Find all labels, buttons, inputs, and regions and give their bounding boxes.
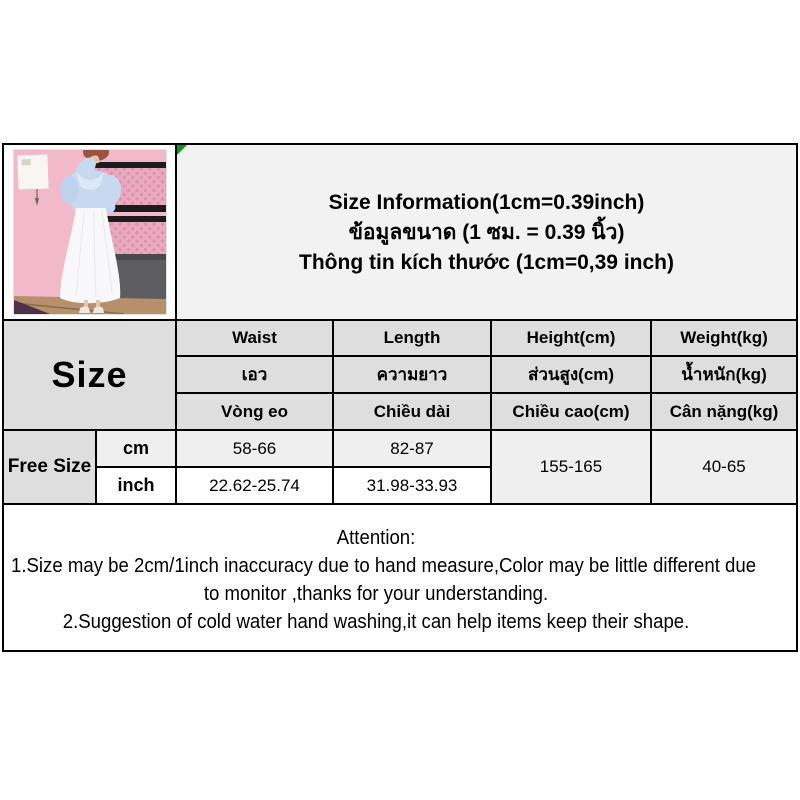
unit-cm-cell: cm bbox=[96, 430, 176, 467]
title-thai: ข้อมูลขนาด (1 ซม. = 0.39 นิ้ว) bbox=[348, 220, 625, 244]
header-length-vi: Chiều dài bbox=[333, 393, 491, 430]
free-size-label-cell: Free Size bbox=[3, 430, 96, 504]
title-english: Size Information(1cm=0.39inch) bbox=[328, 190, 645, 214]
waist-cm-value: 58-66 bbox=[176, 430, 333, 467]
header-height-th: ส่วนสูง(cm) bbox=[491, 356, 651, 393]
length-inch-value: 31.98-33.93 bbox=[333, 467, 491, 504]
product-photo bbox=[4, 149, 175, 315]
size-info-title-cell bbox=[176, 144, 797, 320]
waist-inch-value: 22.62-25.74 bbox=[176, 467, 333, 504]
unit-inch-cell: inch bbox=[96, 467, 176, 504]
attention-line-3: 2.Suggestion of cold water hand washing,it can help items keep their shape. bbox=[62, 610, 690, 633]
model-photo-illustration bbox=[13, 149, 167, 315]
header-waist-th: เอว bbox=[176, 356, 333, 393]
height-value: 155-165 bbox=[491, 430, 651, 504]
header-length-en: Length bbox=[333, 320, 491, 356]
size-table bbox=[2, 143, 798, 652]
title-vietnamese: Thông tin kích thước (1cm=0,39 inch) bbox=[299, 250, 674, 274]
attention-line-2: to monitor ,thanks for your understanding. bbox=[203, 582, 549, 605]
attention-line-1: 1.Size may be 2cm/1inch inaccuracy due to hand measure,Color may be little different due bbox=[11, 554, 757, 577]
attention-line-heading: Attention: bbox=[336, 526, 416, 549]
header-row-english bbox=[3, 320, 797, 356]
header-weight-en: Weight(kg) bbox=[651, 320, 797, 356]
header-weight-th: น้ำหนัก(kg) bbox=[651, 356, 797, 393]
header-weight-vi: Cân nặng(kg) bbox=[651, 393, 797, 430]
attention-row bbox=[3, 504, 797, 651]
header-waist-en: Waist bbox=[176, 320, 333, 356]
length-cm-value: 82-87 bbox=[333, 430, 491, 467]
size-header-cell: Size bbox=[3, 320, 176, 430]
header-waist-vi: Vòng eo bbox=[176, 393, 333, 430]
product-photo-cell bbox=[3, 144, 176, 320]
size-chart-sheet bbox=[2, 143, 796, 652]
size-info-title bbox=[177, 191, 796, 274]
header-length-th: ความยาว bbox=[333, 356, 491, 393]
attention-note bbox=[4, 520, 796, 636]
header-height-en: Height(cm) bbox=[491, 320, 651, 356]
title-row bbox=[3, 144, 797, 320]
header-height-vi: Chiều cao(cm) bbox=[491, 393, 651, 430]
weight-value: 40-65 bbox=[651, 430, 797, 504]
data-row-cm bbox=[3, 430, 797, 467]
cell-flag-triangle-icon bbox=[177, 145, 187, 155]
attention-cell bbox=[3, 504, 797, 651]
